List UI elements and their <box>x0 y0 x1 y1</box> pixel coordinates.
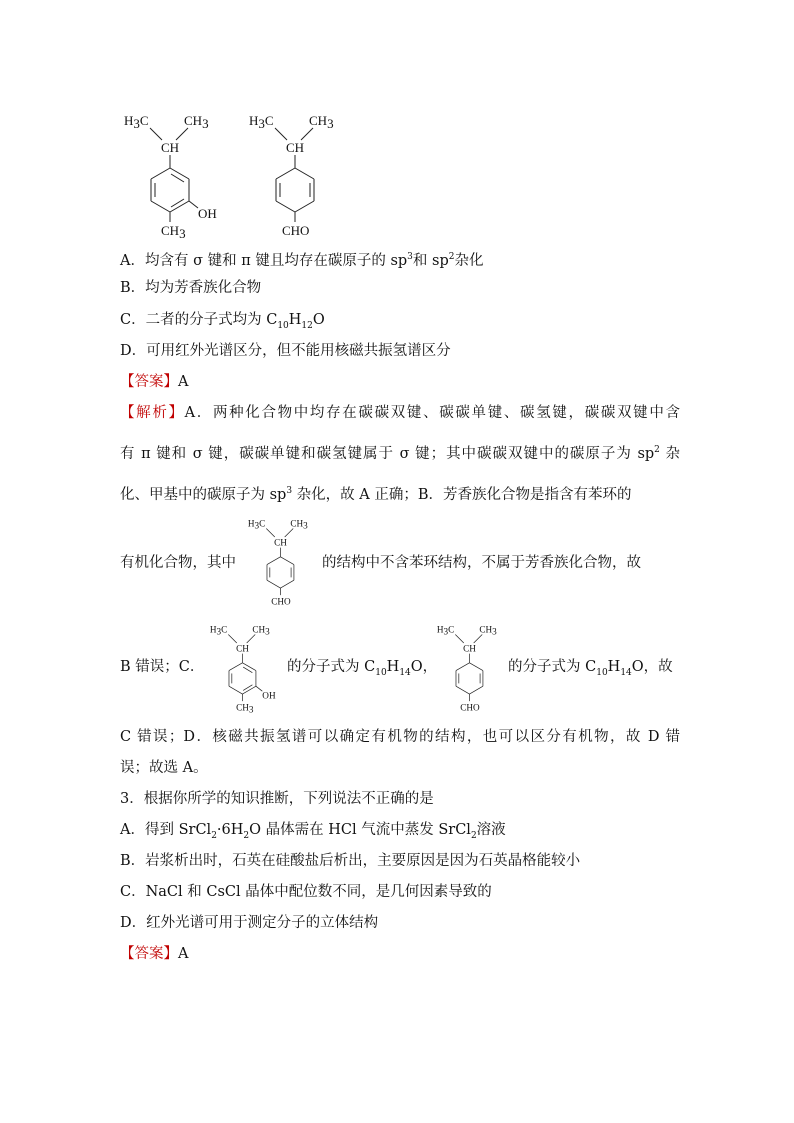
ring-bond <box>456 686 469 694</box>
aldehyde-label: CHO <box>460 702 480 713</box>
ring-bond <box>276 168 295 179</box>
bond <box>455 634 464 643</box>
q3-option-b: B．岩浆析出时，石英在硅酸盐后析出，主要原因是因为石英晶格能较小 <box>120 853 581 869</box>
methyl-label: H3C <box>436 624 455 637</box>
analysis-tag: 【解析】 <box>120 405 185 421</box>
methyl-label: H3C <box>209 624 228 637</box>
q3-option-d: D．红外光谱可用于测定分子的立体结构 <box>120 915 379 931</box>
thymol-formula: 的分子式为 $C_{10}H_{14}O$， <box>287 659 438 678</box>
ring-bond <box>469 663 482 671</box>
q2-option-b: B．均为芳香族化合物 <box>120 280 262 296</box>
inline-thymol-structure <box>207 618 285 714</box>
ring-bond <box>295 168 314 179</box>
methyl-label: CH3 <box>184 113 209 131</box>
ring-bond <box>280 580 293 588</box>
q2-answer: 【答案】A <box>120 374 189 390</box>
ring-bond <box>151 168 170 179</box>
thymol-structure <box>120 105 230 240</box>
aldehyde-label: CHO <box>271 596 291 607</box>
bond <box>176 128 188 140</box>
methyl-label: CH3 <box>290 518 308 531</box>
bond <box>275 128 287 140</box>
q3-stem: 3．根据你所学的知识推断，下列说法不正确的是 <box>120 791 434 807</box>
q2-option-d: D．可用红外光谱区分，但不能用核磁共振氢谱区分 <box>120 343 451 359</box>
methyl-label: CH3 <box>236 702 254 714</box>
ring-bond <box>456 663 469 671</box>
bond <box>266 528 275 537</box>
q2-analysis-line-6: C 错误；D．核磁共振氢谱可以确定有机物的结构，也可以区分有机物，故 D 错 <box>120 729 680 745</box>
q2-analysis-line-5a: B 错误；C． <box>120 659 205 675</box>
ring-bond <box>295 201 314 212</box>
ring-bond <box>267 557 280 565</box>
aldehyde-formula: 的分子式为 $C_{10}H_{14}O$，故 <box>508 659 673 678</box>
bond <box>301 128 313 140</box>
ring-bond <box>151 201 170 212</box>
q3-answer: 【答案】A <box>120 946 189 962</box>
ch-label: CH <box>161 140 180 155</box>
ring-bond <box>170 168 189 179</box>
methyl-label: CH3 <box>479 624 497 637</box>
ring-bond <box>280 557 293 565</box>
ring-bond <box>276 201 295 212</box>
q2-analysis-line-4b: 的结构中不含苯环结构，不属于芳香族化合物，故 <box>322 555 641 571</box>
ring-bond <box>170 201 189 212</box>
hydroxyl-label: OH <box>262 690 276 701</box>
double-bond <box>171 199 184 207</box>
methyl-label: H3C <box>124 113 149 131</box>
ring-bond <box>242 686 255 694</box>
bond <box>150 128 162 140</box>
q2-option-a: A．均含有 σ 键和 π 键且均存在碳原子的 $sp^3$和 $sp^2$杂化 <box>120 252 484 269</box>
methyl-label: H3C <box>249 113 274 131</box>
q3-option-c: C．NaCl 和 CsCl 晶体中配位数不同，是几何因素导致的 <box>120 884 492 900</box>
q2-option-c: C．二者的分子式均为 $C_{10}H_{12}O$ <box>120 312 325 331</box>
q2-analysis-line-7: 误；故选 A。 <box>120 760 208 776</box>
ring-bond <box>229 663 242 671</box>
answer-tag: 【答案】 <box>120 946 178 962</box>
q2-analysis-line-1: 【解析】A．两种化合物中均存在碳碳双键、碳碳单键、碳氢键，碳碳双键中含 <box>120 405 681 421</box>
bond <box>189 201 198 208</box>
ch-label: CH <box>236 643 249 654</box>
methyl-label: CH3 <box>309 113 334 131</box>
q2-analysis-line-4a: 有机化合物，其中 <box>120 555 236 571</box>
q3-option-a: A．得到 $SrCl_2\cdot 6H_2O$ 晶体需在 HCl 气流中蒸发 SrCl$_2$溶液 <box>120 822 506 841</box>
methyl-label: CH3 <box>252 624 270 637</box>
aldehyde-structure <box>245 105 355 240</box>
bond <box>474 634 483 643</box>
bond <box>228 634 237 643</box>
bond <box>256 686 262 691</box>
hydroxyl-label: OH <box>198 206 217 221</box>
methyl-label: CH3 <box>161 223 186 240</box>
ring-bond <box>469 686 482 694</box>
double-bond <box>243 685 252 691</box>
ring-bond <box>267 580 280 588</box>
q2-analysis-line-3: 化、甲基中的碳原子为 $sp^3$ 杂化，故 A 正确；B．芳香族化合物是指含有苯环的 <box>120 486 632 503</box>
ch-label: CH <box>274 537 287 548</box>
bond <box>285 528 294 537</box>
answer-tag: 【答案】 <box>120 374 178 390</box>
inline-aldehyde-structure-2 <box>434 618 512 714</box>
ch-label: CH <box>286 140 305 155</box>
aldehyde-label: CHO <box>282 223 310 238</box>
ring-bond <box>242 663 255 671</box>
inline-aldehyde-structure <box>245 512 323 608</box>
bond <box>247 634 256 643</box>
ring-bond <box>229 686 242 694</box>
q2-analysis-line-2: 有 π 键和 σ 键，碳碳单键和碳氢键属于 σ 键；其中碳碳双键中的碳原子为 $sp^2$ 杂 <box>120 445 680 462</box>
ch-label: CH <box>463 643 476 654</box>
methyl-label: H3C <box>247 518 266 531</box>
